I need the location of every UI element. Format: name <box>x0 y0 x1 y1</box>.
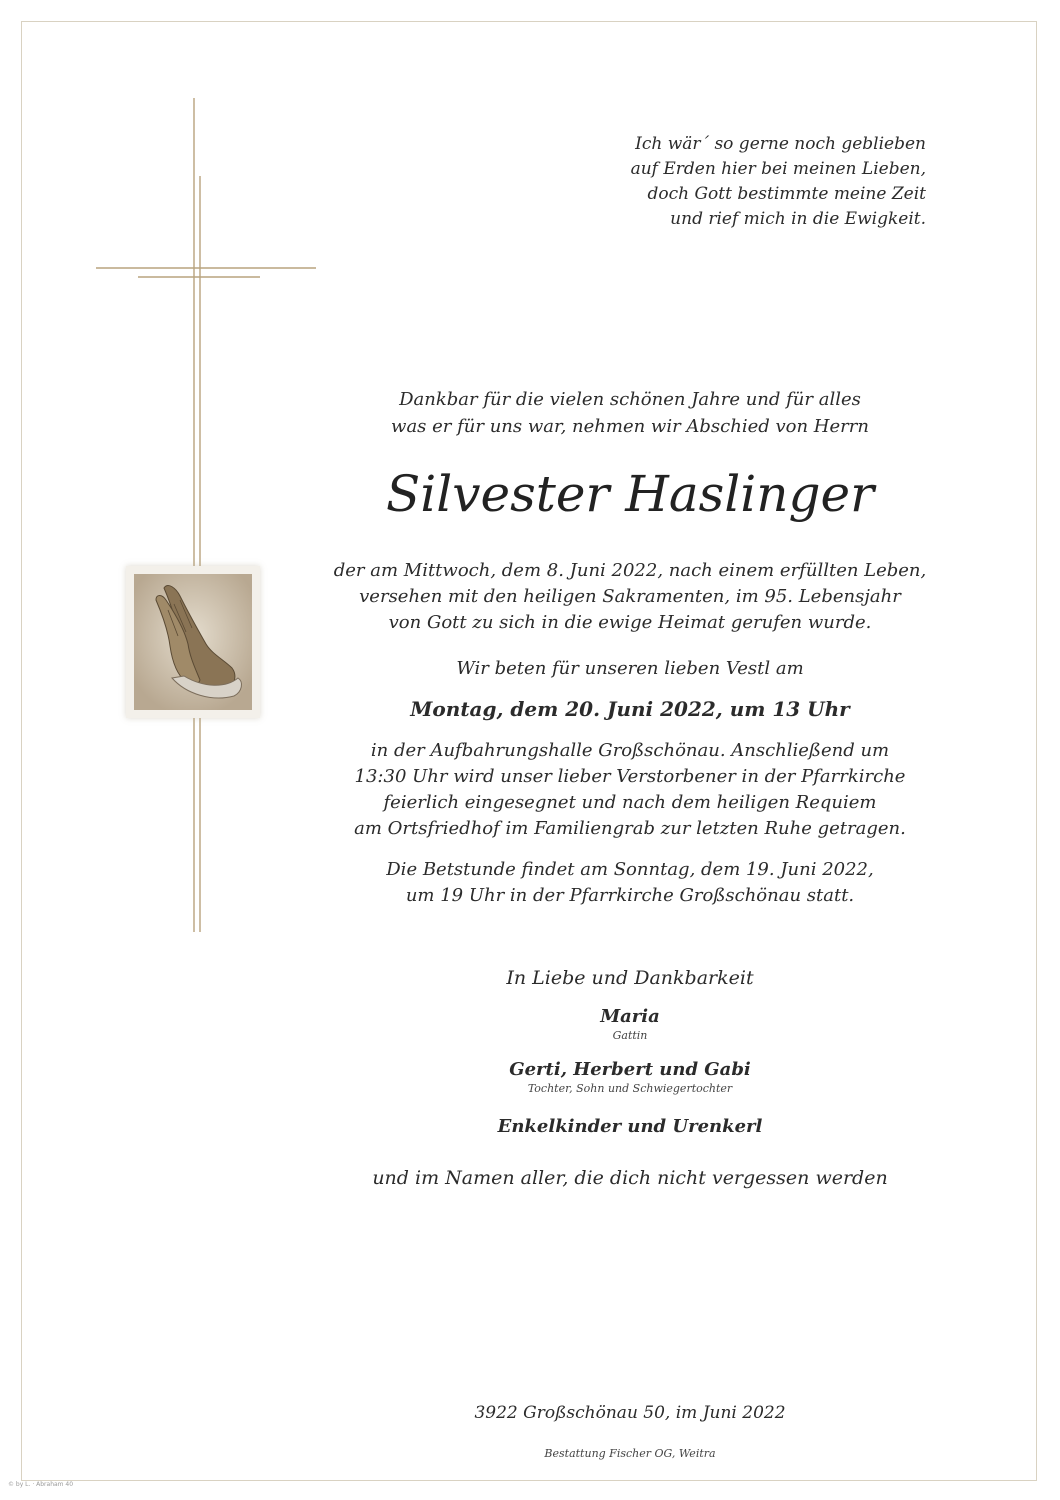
poem-line: doch Gott bestimmte meine Zeit <box>647 184 926 204</box>
mourners-intro: In Liebe und Dankbarkeit <box>506 967 754 989</box>
funeral-date: Montag, dem 20. Juni 2022, um 13 Uhr <box>410 697 850 721</box>
copyright-note: © by L. · Abraham 40 <box>8 1481 74 1488</box>
poem-line: Ich wär´ so gerne noch geblieben <box>635 134 926 154</box>
mourner-name: Maria <box>600 1006 660 1027</box>
poem-line: und rief mich in die Ewigkeit. <box>670 209 926 229</box>
ceremony-line: am Ortsfriedhof im Familiengrab zur letzten Ruhe getragen. <box>354 818 906 839</box>
ceremony-line: feierlich eingesegnet und nach dem heiligen Requiem <box>383 792 877 813</box>
praying-hands-icon <box>134 574 252 710</box>
prayer-line: Wir beten für unseren lieben Vestl am <box>456 658 804 679</box>
description-line: versehen mit den heiligen Sakramenten, im 95. Lebensjahr <box>359 586 901 607</box>
closing-line: und im Namen aller, die dich nicht vergessen werden <box>372 1167 888 1189</box>
intro-line: was er für uns war, nehmen wir Abschied von Herrn <box>391 416 869 437</box>
vigil-line: um 19 Uhr in der Pfarrkirche Großschönau statt. <box>405 885 855 906</box>
address-date: 3922 Großschönau 50, im Juni 2022 <box>474 1403 786 1423</box>
praying-hands-picture <box>126 566 260 718</box>
ceremony-text <box>280 738 980 842</box>
ceremony-line: in der Aufbahrungshalle Großschönau. Anschließend um <box>370 740 890 761</box>
poem-line: auf Erden hier bei meinen Lieben, <box>630 159 926 179</box>
ceremony-line: 13:30 Uhr wird unser lieber Verstorbener in der Pfarrkirche <box>354 766 906 787</box>
mourner-relation: Tochter, Sohn und Schwiegertochter <box>527 1082 733 1095</box>
intro-line: Dankbar für die vielen schönen Jahre und für alles <box>399 389 861 410</box>
poem <box>631 132 926 232</box>
mourner-entry <box>280 1115 980 1139</box>
vigil-line: Die Betstunde findet am Sonntag, dem 19. Juni 2022, <box>386 859 874 880</box>
undertaker: Bestattung Fischer OG, Weitra <box>544 1447 716 1460</box>
deceased-name: Silvester Haslinger <box>386 465 874 523</box>
intro-text <box>280 386 980 440</box>
mourner-relation: Gattin <box>612 1029 648 1042</box>
mourner-entry <box>280 1058 980 1095</box>
description-line: von Gott zu sich in die ewige Heimat gerufen wurde. <box>388 612 872 633</box>
death-description <box>280 558 980 636</box>
vigil-text <box>280 857 980 909</box>
description-line: der am Mittwoch, dem 8. Juni 2022, nach einem erfüllten Leben, <box>333 560 927 581</box>
mourner-entry <box>280 1005 980 1042</box>
mourner-name: Gerti, Herbert und Gabi <box>509 1059 751 1080</box>
mourner-name: Enkelkinder und Urenkerl <box>497 1116 763 1137</box>
